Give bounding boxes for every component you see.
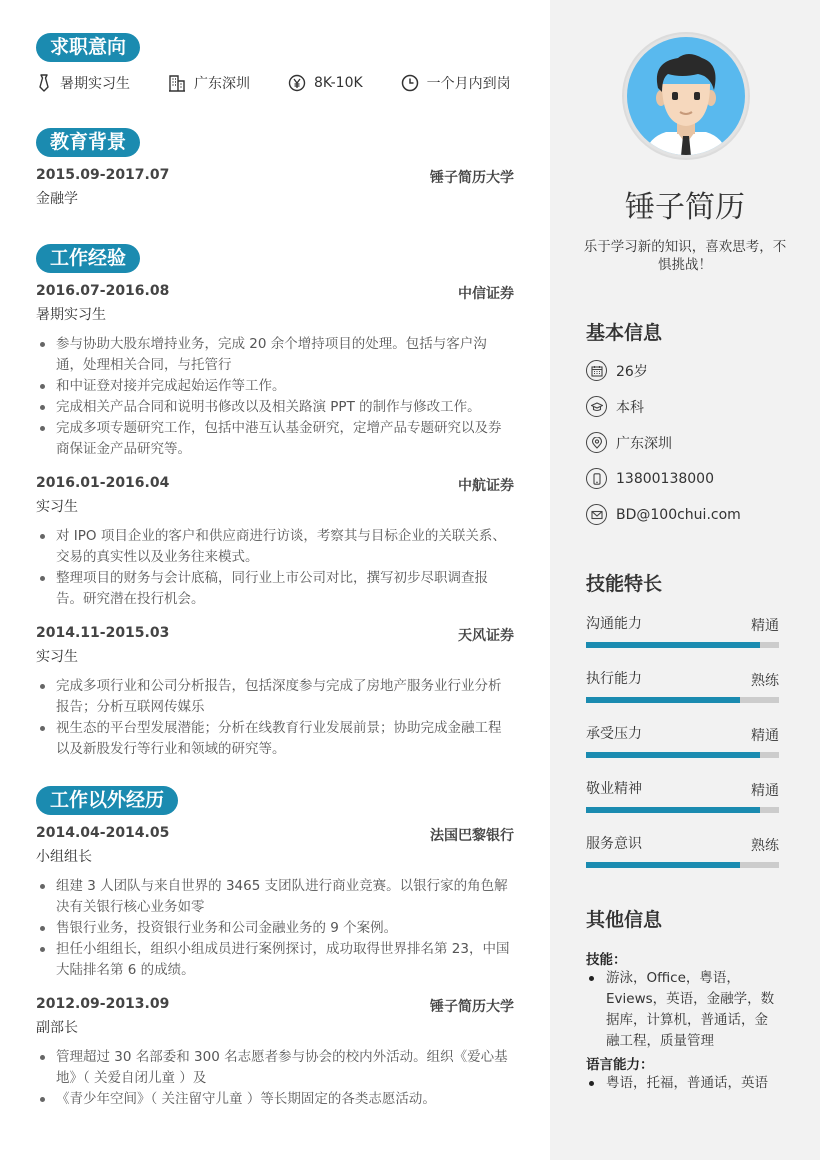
other-lang-list	[586, 1073, 786, 1094]
skills-title: 技能特长	[586, 573, 663, 595]
work-period: 2016.01-2016.04	[36, 475, 170, 491]
section-title-extra: 工作以外经历	[36, 786, 178, 815]
skill-bar-fill	[586, 807, 760, 813]
mail-icon	[586, 504, 607, 525]
work-bullets	[36, 676, 514, 760]
list-item: 对 IPO 项目企业的客户和供应商进行访谈，考察其与目标企业的关联关系、交易的真实性以及业务往来模式。	[36, 526, 514, 568]
work-head	[36, 475, 514, 495]
education-period: 2015.09-2017.07	[36, 167, 170, 183]
extra-period: 2012.09-2013.09	[36, 996, 170, 1012]
skill-item	[586, 778, 779, 813]
intent-salary-text: 8K-10K	[314, 75, 363, 91]
work-company: 中航证券	[458, 478, 514, 494]
section-title-intent: 求职意向	[36, 33, 140, 62]
intent-position	[36, 73, 130, 93]
info-age-text: 26岁	[616, 363, 648, 380]
skill-bar	[586, 807, 779, 813]
profile-motto: 乐于学习新的知识，喜欢思考，不惧挑战！	[583, 239, 787, 273]
building-icon	[168, 74, 186, 92]
avatar-illustration-icon	[622, 32, 750, 160]
extra-bullets	[36, 876, 514, 981]
work-head	[36, 283, 514, 303]
skill-name: 承受压力	[586, 726, 642, 742]
tie-icon	[36, 74, 52, 92]
other-tech-label: 技能：	[586, 952, 627, 968]
skill-name: 执行能力	[586, 671, 642, 687]
work-company: 天风证券	[458, 628, 514, 644]
other-info-title: 其他信息	[586, 909, 663, 931]
skill-name: 沟通能力	[586, 616, 642, 632]
yen-coin-icon	[288, 74, 306, 92]
info-phone	[586, 468, 714, 489]
skill-bar	[586, 862, 779, 868]
skill-bar-fill	[586, 642, 760, 648]
intent-salary	[288, 74, 363, 92]
skill-level: 精通	[751, 618, 779, 634]
skill-bar	[586, 752, 779, 758]
info-degree-text: 本科	[616, 399, 644, 416]
list-item: 粤语，托福，普通话，英语	[586, 1073, 786, 1094]
list-item: 游泳，Office，粤语，Eviews，英语，金融学，数据库，计算机，普通话，金融工程，质量管理	[586, 968, 782, 1052]
extra-head	[36, 996, 514, 1016]
intent-position-text: 暑期实习生	[60, 76, 130, 92]
skill-name: 服务意识	[586, 836, 642, 852]
work-bullets	[36, 334, 514, 460]
work-period: 2016.07-2016.08	[36, 283, 170, 299]
skill-level: 熟练	[751, 673, 779, 689]
skill-item	[586, 833, 779, 868]
section-title-work: 工作经验	[36, 244, 140, 273]
list-item: 《青少年空间》（ 关注留守儿童 ）等长期固定的各类志愿活动。	[36, 1089, 514, 1110]
list-item: 完成多项专题研究工作，包括中港互认基金研究，定增产品专题研究以及券商保证金产品研究等。	[36, 418, 514, 460]
extra-role: 小组组长	[36, 849, 92, 865]
info-degree	[586, 396, 644, 417]
phone-icon	[586, 468, 607, 489]
education-major: 金融学	[36, 191, 78, 207]
list-item: 参与协助大股东增持业务，完成 20 余个增持项目的处理。包括与客户沟通，处理相关合同，与托管行	[36, 334, 514, 376]
work-role: 暑期实习生	[36, 307, 106, 323]
info-city-text: 广东深圳	[616, 435, 672, 452]
work-period: 2014.11-2015.03	[36, 625, 170, 641]
intent-availability	[401, 73, 511, 93]
info-city	[586, 432, 672, 453]
skill-level: 精通	[751, 728, 779, 744]
info-email-text: BD@100chui.com	[616, 506, 741, 523]
skill-item	[586, 668, 779, 703]
intent-location-text: 广东深圳	[194, 76, 250, 92]
calendar-icon	[586, 360, 607, 381]
list-item: 整理项目的财务与会计底稿，同行业上市公司对比，撰写初步尽职调查报告。研究潜在投行机会。	[36, 568, 514, 610]
list-item: 完成相关产品合同和说明书修改以及相关路演 PPT 的制作与修改工作。	[36, 397, 514, 418]
info-email	[586, 504, 741, 525]
extra-head	[36, 825, 514, 845]
list-item: 担任小组组长，组织小组成员进行案例探讨，成功取得世界排名第 23，中国大陆排名第 6 的成绩。	[36, 939, 514, 981]
graduation-cap-icon	[586, 396, 607, 417]
work-head	[36, 625, 514, 645]
intent-location	[168, 73, 250, 93]
extra-org: 法国巴黎银行	[430, 828, 514, 844]
skill-name: 敬业精神	[586, 781, 642, 797]
info-phone-text: 13800138000	[616, 470, 714, 487]
list-item: 售银行业务，投资银行业务和公司金融业务的 9 个案例。	[36, 918, 514, 939]
other-tech-list	[586, 968, 782, 1052]
list-item: 完成多项行业和公司分析报告，包括深度参与完成了房地产服务业行业分析报告；分析互联网传媒乐	[36, 676, 514, 718]
skill-level: 熟练	[751, 838, 779, 854]
work-bullets	[36, 526, 514, 610]
list-item: 管理超过 30 名部委和 300 名志愿者参与协会的校内外活动。组织《爱心基地》（ 关爱自闭儿童 ）及	[36, 1047, 514, 1089]
education-school: 锤子简历大学	[430, 170, 514, 186]
extra-org: 锤子简历大学	[430, 999, 514, 1015]
extra-period: 2014.04-2014.05	[36, 825, 170, 841]
skill-bar	[586, 642, 779, 648]
skill-bar-fill	[586, 752, 760, 758]
intent-row	[36, 73, 549, 93]
work-role: 实习生	[36, 499, 78, 515]
skill-bar-fill	[586, 862, 740, 868]
list-item: 和中证登对接并完成起始运作等工作。	[36, 376, 514, 397]
skill-bar	[586, 697, 779, 703]
extra-role: 副部长	[36, 1020, 78, 1036]
skill-item	[586, 613, 779, 648]
location-pin-icon	[586, 432, 607, 453]
work-role: 实习生	[36, 649, 78, 665]
avatar	[622, 32, 750, 160]
list-item: 视生态的平台型发展潜能；分析在线教育行业发展前景；协助完成金融工程以及新股发行等行业和领域的研究等。	[36, 718, 514, 760]
profile-name: 锤子简历	[625, 190, 745, 225]
basic-info-title: 基本信息	[586, 322, 663, 344]
skill-bar-fill	[586, 697, 740, 703]
extra-bullets	[36, 1047, 514, 1110]
section-title-education: 教育背景	[36, 128, 140, 157]
skill-level: 精通	[751, 783, 779, 799]
clock-icon	[401, 74, 419, 92]
other-lang-label: 语言能力：	[586, 1057, 654, 1073]
sidebar	[550, 0, 820, 1160]
education-head	[36, 167, 514, 187]
info-age	[586, 360, 648, 381]
skill-item	[586, 723, 779, 758]
list-item: 组建 3 人团队与来自世界的 3465 支团队进行商业竞赛。以银行家的角色解决有关银行核心业务如零	[36, 876, 514, 918]
intent-availability-text: 一个月内到岗	[426, 76, 511, 92]
work-company: 中信证券	[458, 286, 514, 302]
